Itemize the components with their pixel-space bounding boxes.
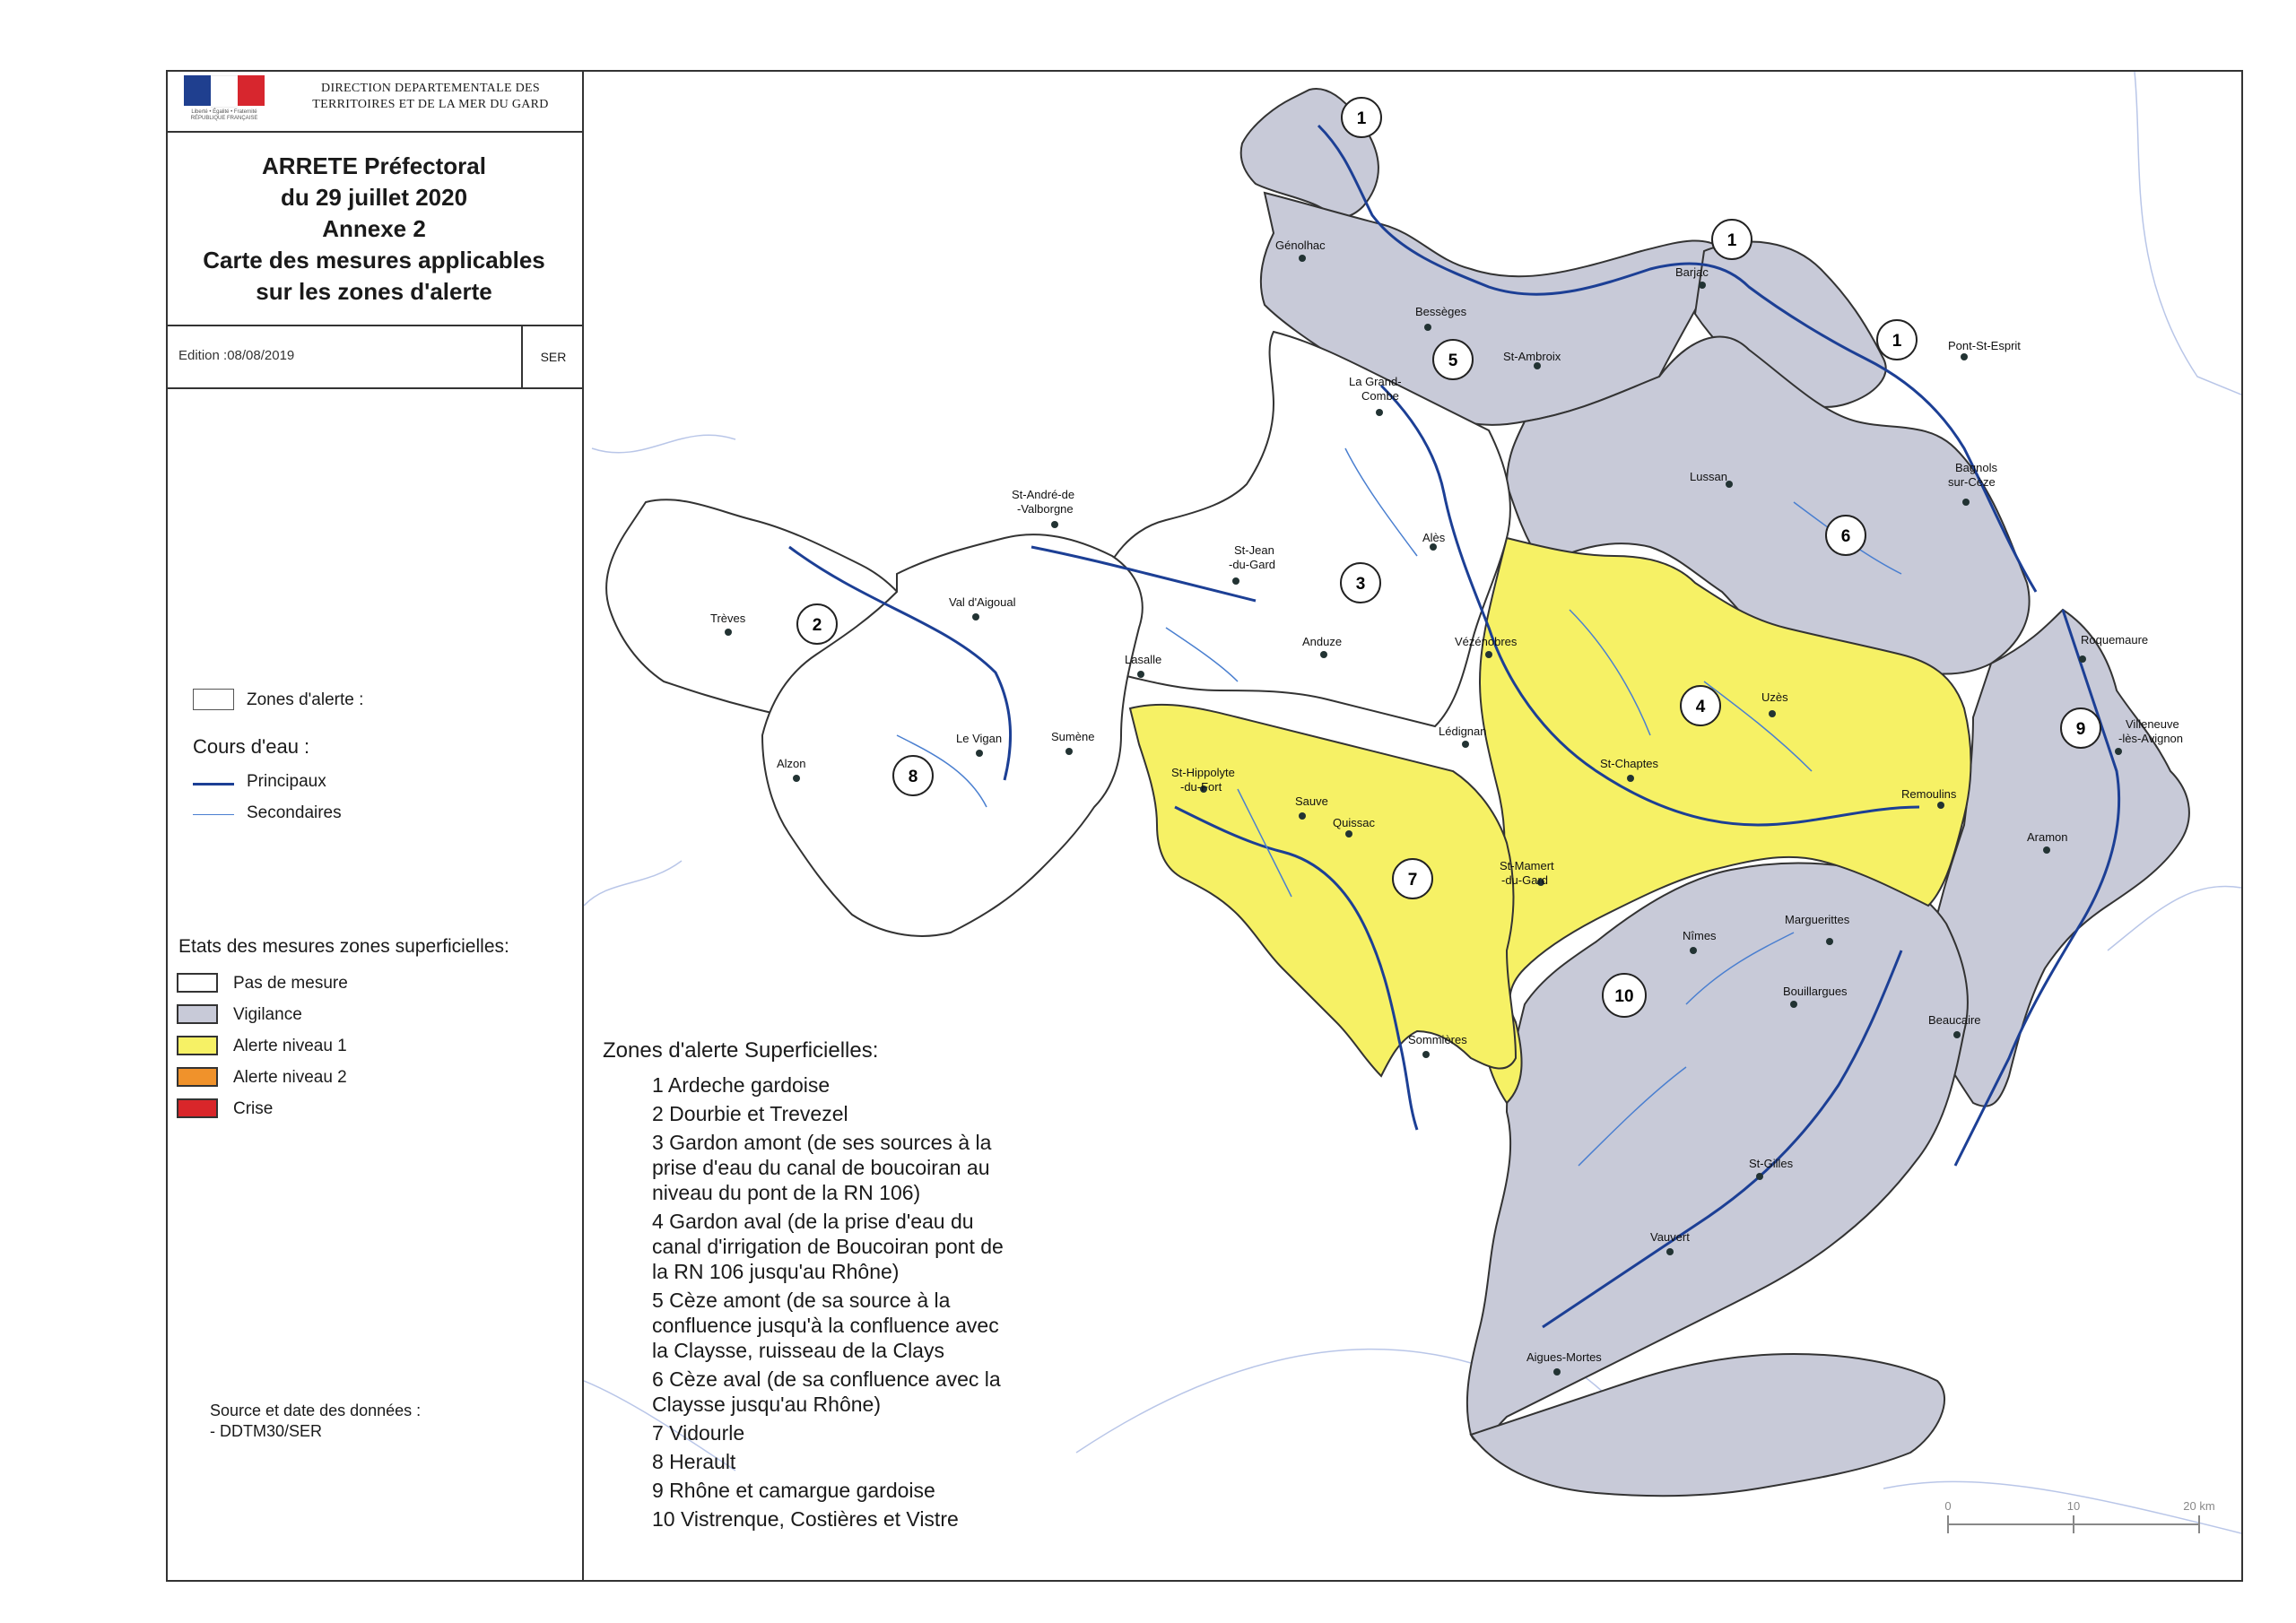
zone-item: 5 Cèze amont (de sa source à la — [652, 1289, 951, 1312]
zone-marker — [1712, 220, 1752, 259]
zone-marker — [1681, 686, 1720, 725]
zone-item: 9 Rhône et camargue gardoise — [652, 1479, 935, 1502]
sidebar — [166, 70, 584, 1582]
town-label: Trèves — [710, 612, 746, 625]
town-label: Lasalle — [1125, 653, 1162, 666]
svg-text:4: 4 — [1695, 698, 1706, 716]
zones-swatch — [193, 689, 234, 710]
town-label: Villeneuve — [2126, 717, 2179, 731]
town-label: Combe — [1361, 389, 1399, 403]
state-swatch-vigilance — [177, 1004, 218, 1024]
title-box — [166, 133, 582, 326]
svg-text:9: 9 — [2075, 720, 2086, 739]
town-label: sur-Cèze — [1948, 475, 1996, 489]
zone-7-vidourle — [1130, 705, 1516, 1076]
zone-item: 4 Gardon aval (de la prise d'eau du — [652, 1210, 974, 1233]
zone-marker — [1603, 974, 1646, 1017]
town-label: St-Chaptes — [1600, 757, 1659, 770]
state-swatch-alert2 — [177, 1067, 218, 1087]
town-label: -du-Fort — [1180, 780, 1222, 794]
town-label: Remoulins — [1901, 787, 1957, 801]
town-label: St-Mamert — [1500, 859, 1554, 872]
svg-text:1: 1 — [1892, 332, 1902, 351]
svg-text:2: 2 — [812, 616, 822, 635]
state-label-vigilance: Vigilance — [233, 1005, 302, 1024]
data-source: Source et date des données : - DDTM30/SER — [210, 1402, 422, 1440]
state-swatch-none — [177, 973, 218, 993]
zone-item: la RN 106 jusqu'au Rhône) — [652, 1260, 900, 1283]
zone-marker — [1433, 340, 1473, 379]
town-label: Lédignan — [1439, 725, 1487, 738]
town-label: Bessèges — [1415, 305, 1467, 318]
scale-label: 20 km — [2183, 1499, 2215, 1513]
zone-item: confluence jusqu'à la confluence avec — [652, 1314, 999, 1337]
svg-text:8: 8 — [908, 768, 918, 786]
town-label: Uzès — [1761, 690, 1788, 704]
edition-date: Edition :08/08/2019 — [178, 348, 295, 363]
town-label: St-Gilles — [1749, 1157, 1794, 1170]
zone-marker — [1877, 320, 1917, 360]
state-label-crise: Crise — [233, 1099, 274, 1118]
svg-text:7: 7 — [1407, 871, 1418, 890]
town-label: Barjac — [1675, 265, 1709, 279]
town-label: Alès — [1422, 531, 1446, 544]
state-swatch-alert1 — [177, 1036, 218, 1055]
town-label: Sauve — [1295, 794, 1328, 808]
town-label: Génolhac — [1275, 239, 1326, 252]
zone-marker — [1393, 859, 1432, 898]
town-label: Beaucaire — [1928, 1013, 1981, 1027]
town-label: Sumène — [1051, 730, 1095, 743]
town-label: St-Hippolyte — [1171, 766, 1235, 779]
town-label: St-André-de — [1012, 488, 1075, 501]
town-label: Bouillargues — [1783, 985, 1848, 998]
scale-label: 10 — [2066, 1499, 2081, 1513]
town-label: Bagnols — [1955, 461, 1997, 474]
town-label: Nîmes — [1683, 929, 1717, 942]
town-label: Vauvert — [1650, 1230, 1690, 1244]
zone-item: 3 Gardon amont (de ses sources à la — [652, 1131, 992, 1154]
zone-item: 1 Ardeche gardoise — [652, 1073, 831, 1097]
town-label: Val d'Aigoual — [949, 595, 1016, 609]
zone-marker — [797, 604, 837, 644]
zone-item: prise d'eau du canal de boucoiran au — [652, 1156, 990, 1179]
zones-label: Zones d'alerte : — [247, 690, 364, 709]
zone-item: canal d'irrigation de Boucoiran pont de — [652, 1235, 1004, 1258]
zone-item: 8 Herault — [652, 1450, 736, 1473]
zone-item: 10 Vistrenque, Costières et Vistre — [652, 1507, 959, 1531]
republic-text: Liberté • Égalité • Fraternité RÉPUBLIQUE FRANÇAISE — [190, 109, 258, 121]
states-title: Etats des mesures zones superficielles: — [178, 936, 509, 957]
town-label: Sommières — [1408, 1033, 1467, 1046]
town-label: Pont-St-Esprit — [1948, 339, 2021, 352]
service-code: SER — [521, 326, 584, 387]
main-river-line — [193, 783, 234, 785]
state-swatch-crise — [177, 1098, 218, 1118]
secondary-river-label: Secondaires — [247, 803, 342, 822]
organization-name: DIRECTION DEPARTEMENTALE DES TERRITOIRES ET DE LA MER DU GARD — [312, 82, 549, 111]
header-box — [166, 70, 582, 133]
town-label: -Valborgne — [1017, 502, 1074, 516]
town-label: St-Ambroix — [1503, 350, 1561, 363]
state-label-none: Pas de mesure — [233, 974, 348, 993]
town-label: Aramon — [2027, 830, 2068, 844]
town-label: Vézénobres — [1455, 635, 1518, 648]
zone-item: 2 Dourbie et Trevezel — [652, 1102, 848, 1125]
zone-item: 7 Vidourle — [652, 1421, 745, 1445]
town-label: Aigues-Mortes — [1526, 1350, 1602, 1364]
town-label: Lussan — [1690, 470, 1727, 483]
zone-item: la Claysse, ruisseau de la Clays — [652, 1339, 944, 1362]
state-label-alert2: Alerte niveau 2 — [233, 1068, 347, 1087]
svg-text:6: 6 — [1840, 527, 1851, 546]
svg-text:1: 1 — [1356, 109, 1367, 128]
town-label: Roquemaure — [2081, 633, 2149, 647]
svg-text:3: 3 — [1355, 575, 1366, 594]
town-label: Marguerittes — [1785, 913, 1850, 926]
town-label: Quissac — [1333, 816, 1375, 829]
state-label-alert1: Alerte niveau 1 — [233, 1037, 347, 1055]
scale-label: 0 — [1944, 1499, 1952, 1513]
zone-item: Claysse jusqu'au Rhône) — [652, 1393, 881, 1416]
zone-item: niveau du pont de la RN 106) — [652, 1181, 921, 1204]
page-title: ARRETE Préfectoral du 29 juillet 2020 Annexe 2 Carte des mesures applicables sur les zones d'alerte — [203, 152, 545, 305]
cours-title: Cours d'eau : — [193, 735, 310, 758]
zone-marker — [1341, 563, 1380, 603]
town-label: Alzon — [777, 757, 806, 770]
svg-text:5: 5 — [1448, 352, 1458, 370]
zone-marker — [1826, 516, 1866, 555]
main-river-label: Principaux — [247, 772, 326, 791]
svg-text:1: 1 — [1726, 231, 1737, 250]
town-label: St-Jean — [1234, 543, 1274, 557]
secondary-river-line — [193, 814, 234, 815]
zone-marker — [893, 756, 933, 795]
svg-text:10: 10 — [1614, 987, 1634, 1006]
town-label: -du-Gard — [1501, 873, 1549, 887]
edition-row — [166, 326, 582, 389]
zone-item: 6 Cèze aval (de sa confluence avec la — [652, 1367, 1001, 1391]
town-label: -lès-Avignon — [2118, 732, 2184, 745]
town-label: -du-Gard — [1229, 558, 1276, 571]
zone-marker — [2061, 708, 2100, 748]
zones-list-title: Zones d'alerte Superficielles: — [603, 1038, 879, 1063]
town-label: Le Vigan — [956, 732, 1003, 745]
marianne-logo — [184, 75, 265, 122]
town-label: La Grand- — [1349, 375, 1402, 388]
zone-marker — [1342, 98, 1381, 137]
town-label: Anduze — [1302, 635, 1343, 648]
zones-list — [652, 1072, 1004, 1535]
